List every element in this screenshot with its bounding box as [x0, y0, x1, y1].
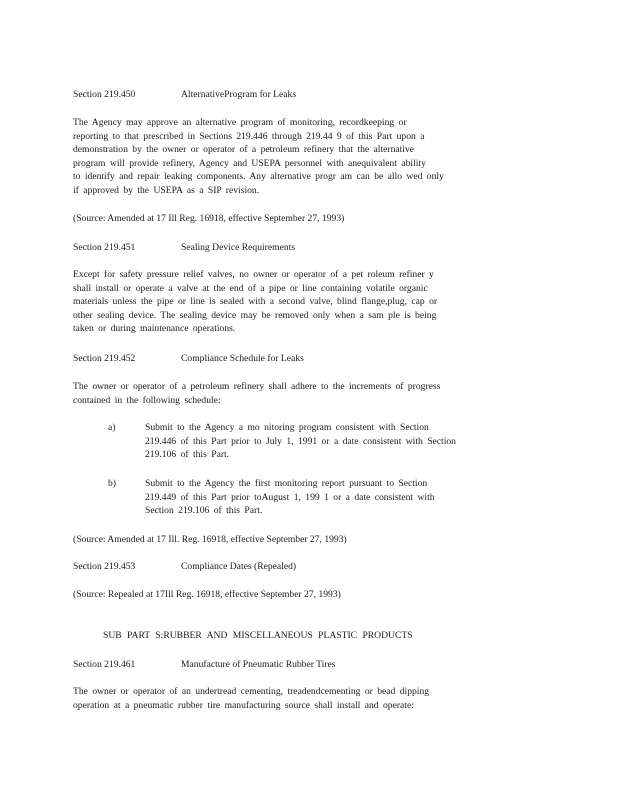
- body-line: if approved by the USEPA as a SIP revision.: [73, 184, 260, 196]
- item-line: Submit to the Agency a mo nitoring program consistent with Section: [145, 422, 429, 433]
- source-note: (Source: Amended at 17 Ill. Reg. 16918, effective September 27, 1993): [73, 534, 347, 545]
- body-line: shall install or operate a valve at the end of a pipe or line containing volatile organic: [73, 282, 428, 294]
- section-body-219-461: [73, 685, 505, 712]
- section-number: Section 219.451: [73, 242, 136, 253]
- body-line: materials unless the pipe or line is sealed with a second valve, blind flange,plug, cap or: [73, 296, 438, 308]
- section-heading-219-453: [73, 560, 505, 574]
- item-text: [145, 421, 456, 462]
- item-line: 219.106 of this Part.: [145, 449, 230, 461]
- section-number: Section 219.450: [73, 89, 136, 100]
- item-line: Submit to the Agency the first monitoring report pursuant to Section: [145, 478, 428, 489]
- section-title: Manufacture of Pneumatic Rubber Tires: [181, 659, 336, 670]
- section-number: Section 219.461: [73, 659, 136, 670]
- item-label: b): [108, 478, 116, 489]
- section-number: Section 219.452: [73, 353, 136, 364]
- body-line: The Agency may approve an alternative program of monitoring, recordkeeping or: [73, 117, 407, 128]
- item-label: a): [108, 422, 116, 433]
- item-line: 219.446 of this Part prior to July 1, 1991 or a date consistent with Section: [145, 435, 456, 447]
- body-line: program will provide refinery, Agency and USEPA personnel with anequivalent ability: [73, 157, 426, 169]
- section-title: Sealing Device Requirements: [181, 242, 296, 253]
- item-line: Section 219.106 of this Part.: [145, 505, 263, 517]
- section-heading-219-461: [73, 658, 505, 672]
- section-title: Compliance Dates (Repealed): [181, 561, 297, 572]
- section-body-219-451: [73, 268, 505, 336]
- body-line: to identify and repair leaking components. Any alternative progr am can be allo wed only: [73, 171, 444, 183]
- section-heading-219-452: [73, 352, 505, 366]
- item-text: [145, 477, 435, 518]
- body-line: The owner or operator of a petroleum refinery shall adhere to the increments of progress: [73, 381, 441, 392]
- body-line: taken or during maintenance operations.: [73, 323, 236, 335]
- body-line: The owner or operator of an undertread cementing, treadendcementing or bead dipping: [73, 686, 430, 697]
- section-number: Section 219.453: [73, 561, 136, 572]
- section-heading-219-450: [73, 88, 505, 102]
- body-line: reporting to that prescribed in Sections 219.446 through 219.44 9 of this Part upon a: [73, 130, 425, 142]
- body-line: contained in the following schedule:: [73, 394, 221, 406]
- section-title: AlternativeProgram for Leaks: [181, 89, 297, 100]
- source-note: (Source: Amended at 17 Ill Reg. 16918, effective September 27, 1993): [73, 213, 345, 224]
- section-heading-219-451: [73, 241, 505, 255]
- body-line: demonstration by the owner or operator of a petroleum refinery that the alternative: [73, 144, 415, 156]
- source-note: (Source: Repealed at 17Ill Reg. 16918, effective September 27, 1993): [73, 589, 341, 600]
- body-line: operation at a pneumatic rubber tire manufacturing source shall install and operate:: [73, 699, 414, 711]
- section-title: Compliance Schedule for Leaks: [181, 353, 304, 364]
- section-body-219-452: [73, 380, 505, 407]
- body-line: Except for safety pressure relief valves, no owner or operator of a pet roleum refiner y: [73, 269, 434, 280]
- body-line: other sealing device. The sealing device may be removed only when a sam ple is being: [73, 309, 437, 321]
- item-line: 219.449 of this Part prior toAugust 1, 199 1 or a date consistent with: [145, 491, 435, 503]
- section-body-219-450: [73, 116, 505, 198]
- subpart-heading: SUB PART S:RUBBER AND MISCELLANEOUS PLASTIC PRODUCTS: [103, 630, 413, 641]
